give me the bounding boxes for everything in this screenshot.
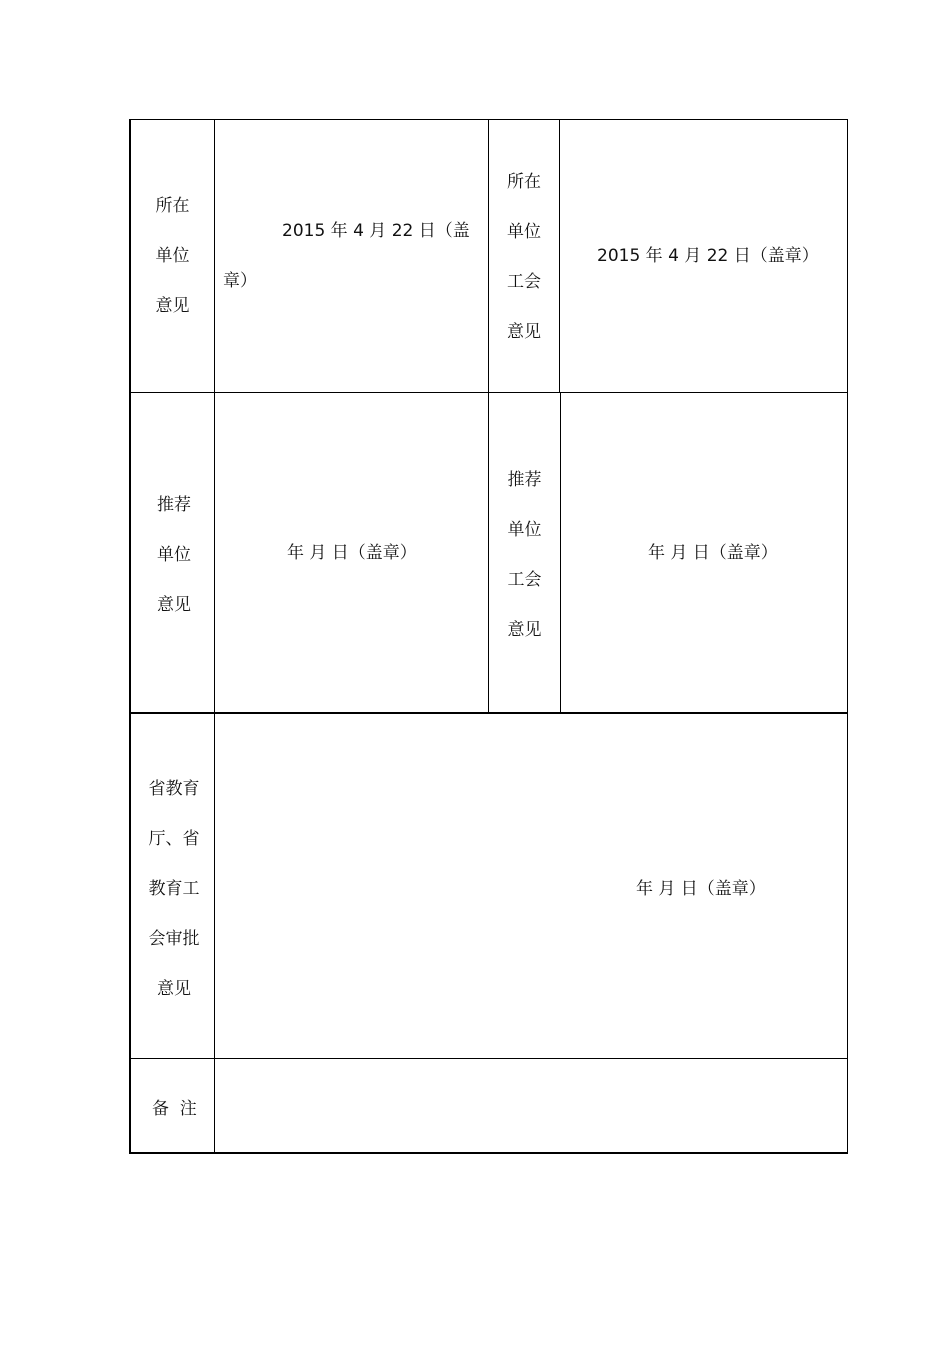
- row3-label: [131, 764, 217, 1014]
- table-bottom-border: [129, 1152, 848, 1154]
- row-divider-3: [129, 1058, 848, 1059]
- row2-left-date: 年 月 日（盖章）: [287, 543, 417, 563]
- label-line: 所在: [507, 172, 541, 192]
- row2-right-date: 年 月 日（盖章）: [648, 543, 778, 563]
- table-right-border: [847, 119, 848, 1154]
- row2-right-label: [489, 455, 560, 655]
- row1-left-date-line1: 2015 年 4 月 22 日（盖: [282, 221, 470, 241]
- label-line: 厅、省: [148, 829, 200, 849]
- label-line: 工会: [507, 570, 542, 590]
- label-line: 推荐: [507, 470, 542, 490]
- label-line: 会审批: [148, 929, 200, 949]
- label-line: 意见: [507, 322, 541, 342]
- label-line: 意见: [157, 595, 191, 615]
- label-line: 意见: [155, 296, 190, 316]
- label-line: 推荐: [157, 495, 191, 515]
- label-line: 工会: [507, 272, 541, 292]
- middle-divider-right-row2: [560, 392, 561, 713]
- label-line: 省教育: [148, 779, 200, 799]
- label-line: 意见: [157, 979, 191, 999]
- row3-date: 年 月 日（盖章）: [636, 879, 766, 899]
- label-line: 单位: [507, 520, 542, 540]
- row1-left-date-line2: 章）: [223, 271, 257, 291]
- label-line: 意见: [507, 620, 542, 640]
- row4-remarks-label: 备 注: [152, 1099, 197, 1119]
- label-line: 所在: [155, 196, 190, 216]
- label-line: 单位: [157, 545, 191, 565]
- row1-right-label: [489, 157, 559, 357]
- label-line: 单位: [155, 246, 190, 266]
- middle-divider-right-row1: [559, 119, 560, 393]
- row1-right-date: 2015 年 4 月 22 日（盖章）: [597, 246, 819, 266]
- label-line: 单位: [507, 222, 541, 242]
- label-line: 教育工: [148, 879, 200, 899]
- row1-left-label: [131, 181, 214, 331]
- row2-left-label: [131, 480, 217, 630]
